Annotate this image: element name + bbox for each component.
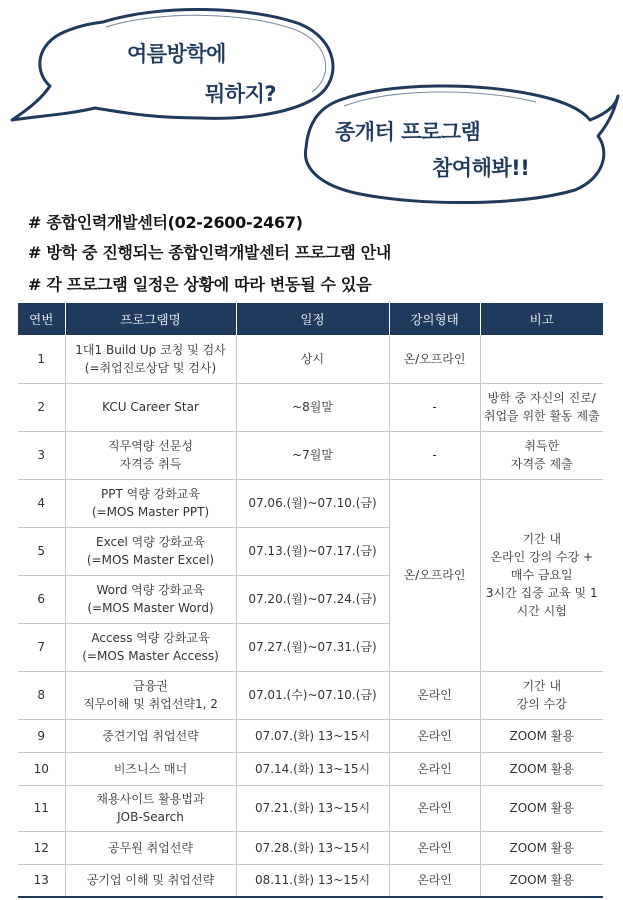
row-schedule: 07.20.(월)~07.24.(금) xyxy=(236,575,389,623)
row-no: 8 xyxy=(18,671,65,719)
row-type: - xyxy=(389,383,480,431)
table-header-row xyxy=(18,303,603,335)
row-no: 7 xyxy=(18,623,65,671)
row-schedule: ~7월말 xyxy=(236,431,389,479)
row-no: 1 xyxy=(18,335,65,383)
row-no: 13 xyxy=(18,864,65,897)
row-note: ZOOM 활용 xyxy=(480,719,603,752)
table-row xyxy=(18,752,603,785)
row-program: KCU Career Star xyxy=(65,383,236,431)
row-no: 9 xyxy=(18,719,65,752)
row-schedule: ~8월말 xyxy=(236,383,389,431)
row-type: 온라인 xyxy=(389,864,480,897)
row-no: 4 xyxy=(18,479,65,527)
mos-group-note: 기간 내 온라인 강의 수강 + 매수 금요일 3시간 집중 교육 및 1 시간 시험 xyxy=(480,479,603,671)
table-row xyxy=(18,864,603,897)
row-program: 공무원 취업선략 xyxy=(65,831,236,864)
row-type: 온라인 xyxy=(389,785,480,831)
row-schedule: 07.14.(화) 13~15시 xyxy=(236,752,389,785)
row-schedule: 07.06.(월)~07.10.(금) xyxy=(236,479,389,527)
row-schedule: 07.27.(월)~07.31.(금) xyxy=(236,623,389,671)
row-schedule: 07.28.(화) 13~15시 xyxy=(236,831,389,864)
notice-schedule-change: # 각 프로그램 일정은 상황에 따라 변동될 수 있음 xyxy=(28,275,372,294)
bubble-left-line1: 여름방학에 xyxy=(127,42,226,66)
row-note: 취득한 자격증 제출 xyxy=(480,431,603,479)
row-program: 공기업 이해 및 취업선략 xyxy=(65,864,236,897)
program-table xyxy=(18,303,603,898)
row-type: 온라인 xyxy=(389,719,480,752)
header-program: 프로그램명 xyxy=(65,303,236,335)
row-schedule: 07.13.(월)~07.17.(금) xyxy=(236,527,389,575)
row-program: Access 역량 강화교육 (=MOS Master Access) xyxy=(65,623,236,671)
row-note: 방학 중 자신의 진로/ 취업을 위한 활동 제출 xyxy=(480,383,603,431)
table-row xyxy=(18,383,603,431)
row-no: 2 xyxy=(18,383,65,431)
row-type: 온라인 xyxy=(389,831,480,864)
table-row xyxy=(18,719,603,752)
row-schedule: 07.01.(수)~07.10.(금) xyxy=(236,671,389,719)
notice-program-guide: # 방학 중 진행되는 종합인력개발센터 프로그램 안내 xyxy=(28,243,392,262)
mos-group-type: 온/오프라인 xyxy=(389,479,480,671)
table-row xyxy=(18,479,603,527)
row-program: 금융권 직무이해 및 취업선략1, 2 xyxy=(65,671,236,719)
table-row xyxy=(18,785,603,831)
notice-contact: # 종합인력개발센터(02-2600-2467) xyxy=(28,213,303,232)
row-program: Word 역량 강화교육 (=MOS Master Word) xyxy=(65,575,236,623)
header-schedule: 일정 xyxy=(236,303,389,335)
bubble-left-line2: 뭐하지? xyxy=(205,82,277,106)
row-no: 12 xyxy=(18,831,65,864)
row-schedule: 07.07.(화) 13~15시 xyxy=(236,719,389,752)
row-no: 6 xyxy=(18,575,65,623)
row-type: - xyxy=(389,431,480,479)
row-program: 중견기업 취업선략 xyxy=(65,719,236,752)
row-note: ZOOM 활용 xyxy=(480,752,603,785)
table-row xyxy=(18,431,603,479)
row-note: ZOOM 활용 xyxy=(480,864,603,897)
row-note: ZOOM 활용 xyxy=(480,785,603,831)
row-no: 10 xyxy=(18,752,65,785)
row-program: Excel 역량 강화교육 (=MOS Master Excel) xyxy=(65,527,236,575)
row-note: 기간 내 강의 수강 xyxy=(480,671,603,719)
row-program: 직무역량 선문성 자격증 취득 xyxy=(65,431,236,479)
row-program: 1대1 Build Up 코칭 및 검사 (=취업진로상담 및 검사) xyxy=(65,335,236,383)
row-schedule: 07.21.(화) 13~15시 xyxy=(236,785,389,831)
row-program: 채용사이트 활용법과 JOB-Search xyxy=(65,785,236,831)
row-program: PPT 역량 강화교육 (=MOS Master PPT) xyxy=(65,479,236,527)
row-schedule: 08.11.(화) 13~15시 xyxy=(236,864,389,897)
row-note xyxy=(480,335,603,383)
bubble-right-line1: 종개터 프로그램 xyxy=(335,120,481,144)
row-schedule: 상시 xyxy=(236,335,389,383)
row-type: 온라인 xyxy=(389,671,480,719)
row-note: ZOOM 활용 xyxy=(480,831,603,864)
row-no: 11 xyxy=(18,785,65,831)
table-row xyxy=(18,335,603,383)
header-type: 강의형태 xyxy=(389,303,480,335)
row-no: 5 xyxy=(18,527,65,575)
header-no: 연번 xyxy=(18,303,65,335)
speech-bubbles-illustration xyxy=(0,0,623,205)
bubble-right-line2: 참여해봐!! xyxy=(432,156,530,180)
row-type: 온/오프라인 xyxy=(389,335,480,383)
table-row xyxy=(18,831,603,864)
row-type: 온라인 xyxy=(389,752,480,785)
header-note: 비고 xyxy=(480,303,603,335)
table-row xyxy=(18,671,603,719)
row-no: 3 xyxy=(18,431,65,479)
row-program: 비즈니스 매너 xyxy=(65,752,236,785)
